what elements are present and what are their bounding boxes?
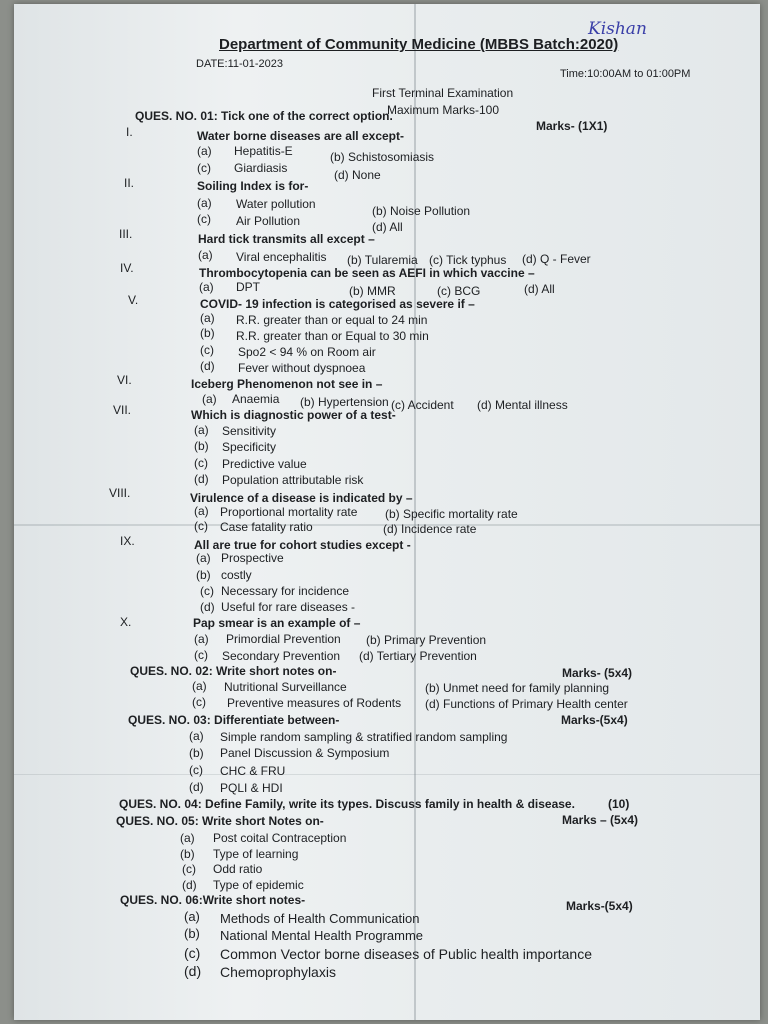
item-number: III. [119, 227, 133, 241]
option-text: R.R. greater than or Equal to 30 min [236, 329, 429, 343]
part-label: (d) [184, 963, 202, 979]
option-text: Prospective [221, 551, 284, 565]
option-text: Air Pollution [236, 214, 301, 228]
item-number: X. [120, 615, 132, 629]
part-text: Type of epidemic [213, 878, 304, 892]
option-text: Secondary Prevention [222, 649, 341, 663]
option-text: (d) Tertiary Prevention [359, 649, 477, 663]
question-1-marks: Marks- (1X1) [536, 119, 608, 133]
item-question: Virulence of a disease is indicated by – [190, 491, 413, 505]
part-label: (c) [189, 763, 203, 777]
question-4-marks: (10) [608, 797, 630, 811]
option-text: (b) Specific mortality rate [385, 507, 518, 521]
part-label: (a) [180, 831, 195, 845]
part-label: (c) [192, 695, 206, 709]
option-label: (d) [194, 472, 209, 486]
option-text: Case fatality ratio [220, 520, 313, 534]
exam-name: First Terminal Examination [372, 86, 514, 100]
option-label: (c) [194, 519, 208, 533]
option-text: (d) Incidence rate [383, 522, 477, 536]
option-text: Predictive value [222, 457, 307, 471]
part-text: CHC & FRU [220, 764, 286, 778]
part-label: (b) [184, 926, 200, 941]
part-text: (b) Unmet need for family planning [425, 681, 610, 695]
item-question: COVID- 19 infection is categorised as severe if – [200, 297, 475, 311]
option-text: (b) MMR [349, 284, 396, 298]
part-label: (c) [182, 862, 196, 876]
option-label: (c) [197, 212, 211, 226]
option-label: (d) [200, 359, 215, 373]
option-label: (b) [200, 326, 215, 340]
option-text: (d) All [372, 220, 403, 234]
question-3-heading: QUES. NO. 03: Differentiate between- [128, 713, 340, 727]
option-label: (c) [200, 343, 214, 357]
part-label: (d) [189, 780, 204, 794]
option-text: (d) All [524, 282, 555, 296]
paper-fold-horizontal-lower [14, 774, 760, 775]
part-label: (a) [189, 729, 204, 743]
option-text: Useful for rare diseases - [221, 600, 356, 614]
option-label: (d) [200, 600, 215, 614]
option-text: (d) Mental illness [477, 398, 568, 412]
option-text: (c) BCG [437, 284, 481, 298]
option-text: Hepatitis-E [234, 144, 293, 158]
option-text: Population attributable risk [222, 473, 364, 487]
item-number: II. [124, 176, 135, 190]
item-number: VII. [113, 403, 132, 417]
item-question: Thrombocytopenia can be seen as AEFI in which vaccine – [199, 266, 535, 280]
item-number: VI. [117, 373, 132, 387]
option-label: (a) [197, 144, 212, 158]
question-2-heading: QUES. NO. 02: Write short notes on- [130, 664, 337, 678]
option-text: (d) Q - Fever [522, 252, 591, 266]
option-label: (c) [200, 584, 214, 598]
item-question: All are true for cohort studies except - [194, 538, 411, 552]
item-number: I. [126, 125, 133, 139]
part-text: Panel Discussion & Symposium [220, 746, 390, 760]
option-label: (c) [194, 456, 208, 470]
option-text: Fever without dyspnoea [238, 361, 366, 375]
part-text: Nutritional Surveillance [224, 680, 347, 694]
part-text: National Mental Health Programme [220, 928, 424, 943]
question-6-marks: Marks-(5x4) [566, 899, 633, 913]
part-label: (d) [182, 878, 197, 892]
option-text: Primordial Prevention [226, 632, 341, 646]
option-text: Sensitivity [222, 424, 277, 438]
option-label: (c) [197, 161, 211, 175]
part-label: (b) [189, 746, 204, 760]
option-label: (a) [197, 196, 212, 210]
option-text: costly [221, 568, 252, 582]
option-text: Giardiasis [234, 161, 288, 175]
item-number: IV. [120, 261, 134, 275]
item-number: IX. [120, 534, 135, 548]
item-number: VIII. [109, 486, 131, 500]
part-text: PQLI & HDI [220, 781, 283, 795]
handwritten-name: Kishan [588, 19, 647, 39]
option-text: (b) Hypertension [300, 395, 389, 409]
question-5-marks: Marks – (5x4) [562, 813, 639, 827]
question-4-heading: QUES. NO. 04: Define Family, write its types. Discuss family in health & disease. [119, 797, 575, 811]
question-2-marks: Marks- (5x4) [562, 666, 633, 680]
option-text: (c) Accident [391, 398, 454, 412]
part-text: Type of learning [213, 847, 299, 861]
part-text: (d) Functions of Primary Health center [425, 697, 628, 711]
page-title: Department of Community Medicine (MBBS Batch:2020) [219, 36, 619, 53]
part-text: Odd ratio [213, 862, 263, 876]
part-text: Preventive measures of Rodents [227, 696, 402, 710]
option-label: (a) [196, 551, 211, 565]
option-label: (a) [202, 392, 217, 406]
option-label: (c) [194, 648, 208, 662]
option-text: (b) Schistosomiasis [330, 150, 435, 164]
option-text: Anaemia [232, 392, 280, 406]
question-6-heading: QUES. NO. 06:Write short notes- [120, 893, 306, 907]
option-text: (b) Noise Pollution [372, 204, 471, 218]
option-label: (a) [199, 280, 214, 294]
part-text: Post coital Contraception [213, 831, 347, 845]
max-marks: Maximum Marks-100 [387, 103, 500, 117]
item-number: V. [128, 293, 139, 307]
option-label: (b) [196, 568, 211, 582]
option-text: Viral encephalitis [236, 250, 327, 264]
part-label: (c) [184, 945, 201, 961]
item-question: Hard tick transmits all except – [198, 232, 375, 246]
option-text: Water pollution [236, 197, 316, 211]
exam-paper [14, 4, 760, 1020]
option-label: (a) [194, 504, 209, 518]
option-label: (a) [194, 632, 209, 646]
question-1-heading: QUES. NO. 01: Tick one of the correct option. [135, 109, 393, 123]
option-text: (d) None [334, 168, 381, 182]
part-label: (a) [184, 909, 200, 924]
item-question: Pap smear is an example of – [193, 616, 361, 630]
exam-date: DATE:11-01-2023 [196, 58, 284, 70]
option-text: Necessary for incidence [221, 584, 350, 598]
option-text: (b) Primary Prevention [366, 633, 487, 647]
option-label: (a) [194, 423, 209, 437]
option-text: Spo2 < 94 % on Room air [238, 345, 376, 359]
option-text: (b) Tularemia [347, 253, 418, 267]
item-question: Soiling Index is for- [197, 179, 309, 193]
option-label: (a) [200, 311, 215, 325]
option-text: (c) Tick typhus [429, 253, 507, 267]
option-text: R.R. greater than or equal to 24 min [236, 313, 428, 327]
option-text: DPT [236, 280, 260, 294]
question-5-heading: QUES. NO. 05: Write short Notes on- [116, 814, 324, 828]
part-text: Methods of Health Communication [220, 911, 420, 926]
option-text: Specificity [222, 440, 277, 454]
exam-time: Time:10:00AM to 01:00PM [560, 68, 691, 80]
item-question: Water borne diseases are all except- [197, 129, 404, 143]
part-text: Simple random sampling & stratified random sampling [220, 730, 508, 744]
part-label: (b) [180, 847, 195, 861]
part-text: Common Vector borne diseases of Public health importance [220, 946, 592, 962]
item-question: Iceberg Phenomenon not see in – [191, 377, 383, 391]
item-question: Which is diagnostic power of a test- [191, 408, 396, 422]
option-label: (b) [194, 439, 209, 453]
option-label: (a) [198, 248, 213, 262]
question-3-marks: Marks-(5x4) [561, 713, 628, 727]
part-label: (a) [192, 679, 207, 693]
option-text: Proportional mortality rate [220, 505, 358, 519]
part-text: Chemoprophylaxis [220, 964, 336, 980]
